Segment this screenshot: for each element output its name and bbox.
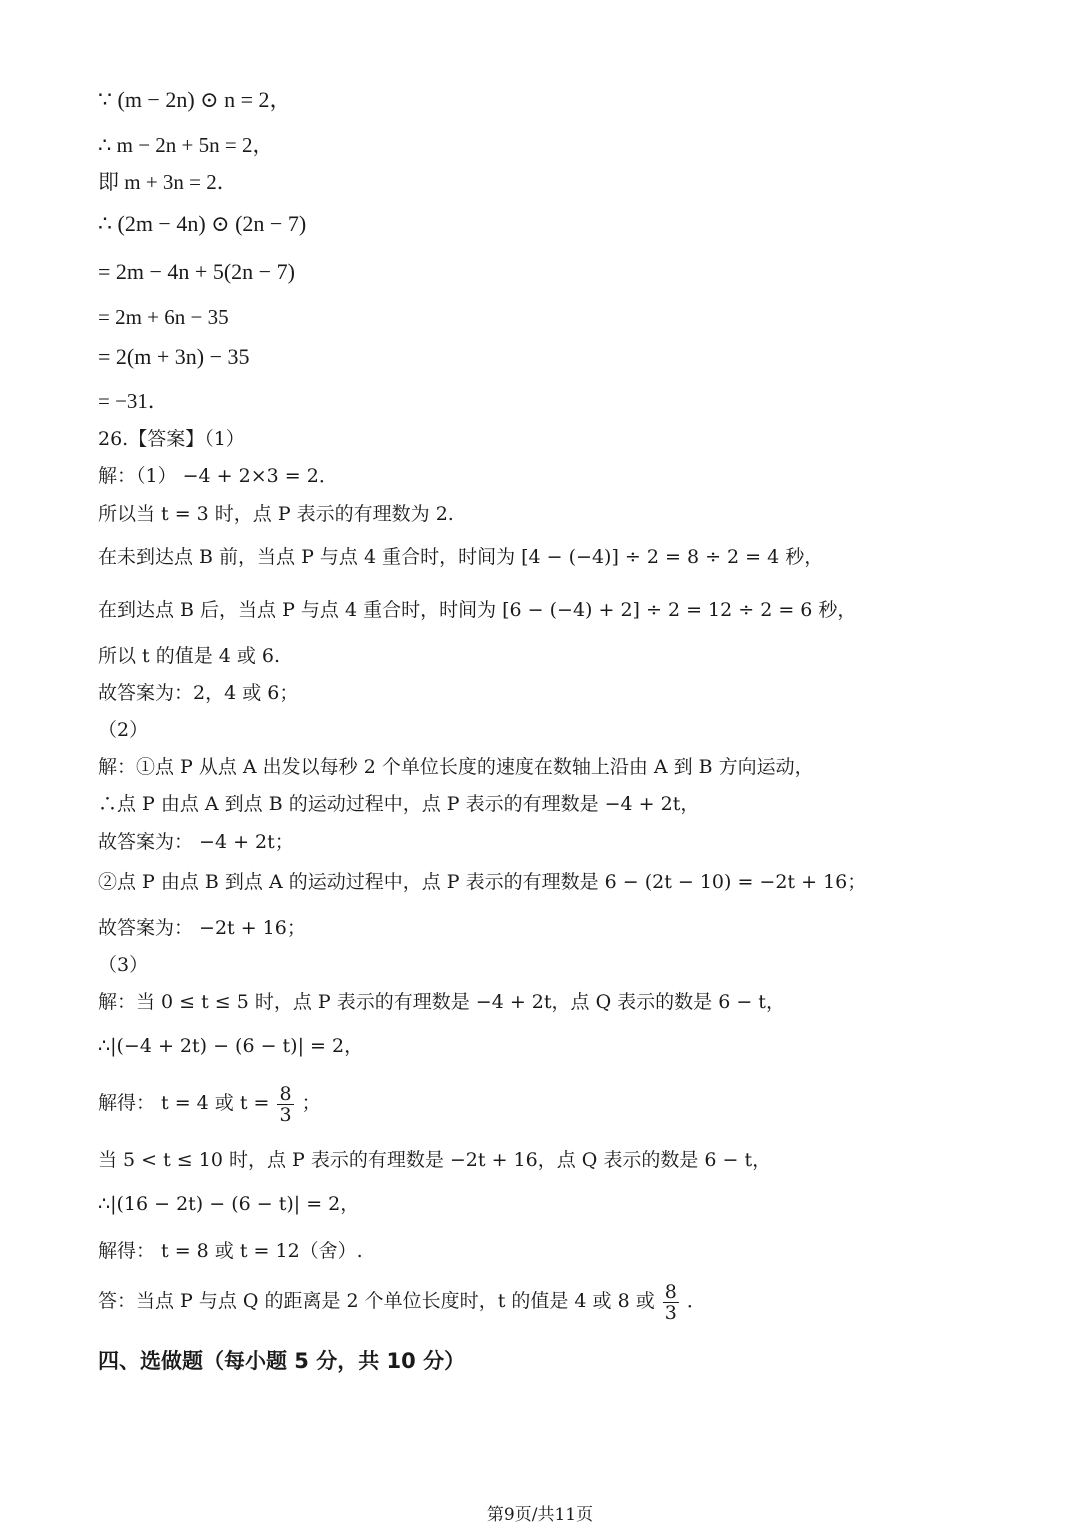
answer-header: 26.【答案】（1）	[98, 428, 245, 450]
step-line: ∴ m − 2n + 5n = 2，	[98, 133, 274, 157]
step-line: 解：（1） −4 + 2×3 = 2．	[98, 465, 338, 487]
fraction-denominator: 3	[664, 1301, 677, 1324]
step-line: ②点 P 由点 B 到点 A 的运动过程中，点 P 表示的有理数是 6 − (2t − 10) = −2t + 16；	[98, 871, 867, 893]
step-line	[98, 1082, 321, 1125]
fraction	[663, 1282, 679, 1323]
step-line	[98, 1280, 706, 1323]
step-line: 解得： t = 8 或 t = 12（舍）.	[98, 1240, 363, 1262]
fraction-numerator: 8	[664, 1280, 677, 1303]
step-text: 解得： t = 4 或 t =	[98, 1092, 270, 1114]
step-line: ∴|(16 − 2t) − (6 − t)| = 2，	[98, 1193, 360, 1215]
step-line: = 2m + 6n − 35	[98, 305, 229, 329]
step-line: = 2(m + 3n) − 35	[98, 344, 250, 369]
fraction-numerator: 8	[279, 1082, 292, 1105]
step-line: = −31．	[98, 389, 169, 413]
step-line: 在未到达点 B 前，当点 P 与点 4 重合时，时间为 [4 − (−4)] ÷ 2 = 8 ÷ 2 = 4 秒，	[98, 546, 824, 568]
section-heading: 四、选做题（每小题 5 分，共 10 分）	[98, 1349, 466, 1373]
step-line: = 2m − 4n + 5(2n − 7)	[98, 259, 295, 284]
fraction	[277, 1084, 293, 1125]
subpart-label: （2）	[98, 719, 149, 741]
step-line: 在到达点 B 后，当点 P 与点 4 重合时，时间为 [6 − (−4) + 2] ÷ 2 = 12 ÷ 2 = 6 秒，	[98, 599, 857, 621]
fraction-denominator: 3	[279, 1103, 292, 1126]
page-number: 第9页/共11页	[486, 1505, 594, 1525]
step-line: 故答案为：2，4 或 6；	[98, 682, 299, 704]
step-line: ∴ (2m − 4n) ⊙ (2n − 7)	[98, 211, 307, 236]
subpart-label: （3）	[98, 954, 149, 976]
step-line: ∵ (m − 2n) ⊙ n = 2，	[98, 87, 292, 112]
step-text: ；	[301, 1092, 321, 1114]
step-line: ∴点 P 由点 A 到点 B 的运动过程中，点 P 表示的有理数是 −4 + 2t，	[98, 793, 700, 815]
step-line: 解：当 0 ≤ t ≤ 5 时，点 P 表示的有理数是 −4 + 2t，点 Q 表示的数是 6 − t，	[98, 991, 785, 1013]
step-line: 故答案为： −2t + 16；	[98, 917, 306, 939]
step-line: 所以 t 的值是 4 或 6.	[98, 645, 281, 667]
step-line: 故答案为： −4 + 2t；	[98, 831, 294, 853]
step-line: 即 m + 3n = 2．	[98, 170, 238, 194]
step-line: ∴|(−4 + 2t) − (6 − t)| = 2，	[98, 1035, 364, 1057]
step-line: 当 5 < t ≤ 10 时，点 P 表示的有理数是 −2t + 16，点 Q 表示的数是 6 − t，	[98, 1149, 772, 1171]
step-text: ．	[686, 1290, 706, 1312]
step-line: 解：①点 P 从点 A 出发以每秒 2 个单位长度的速度在数轴上沿由 A 到 B 方向运动，	[98, 756, 814, 778]
step-line: 所以当 t = 3 时，点 P 表示的有理数为 2.	[98, 503, 454, 525]
step-text: 答：当点 P 与点 Q 的距离是 2 个单位长度时，t 的值是 4 或 8 或	[98, 1290, 655, 1312]
